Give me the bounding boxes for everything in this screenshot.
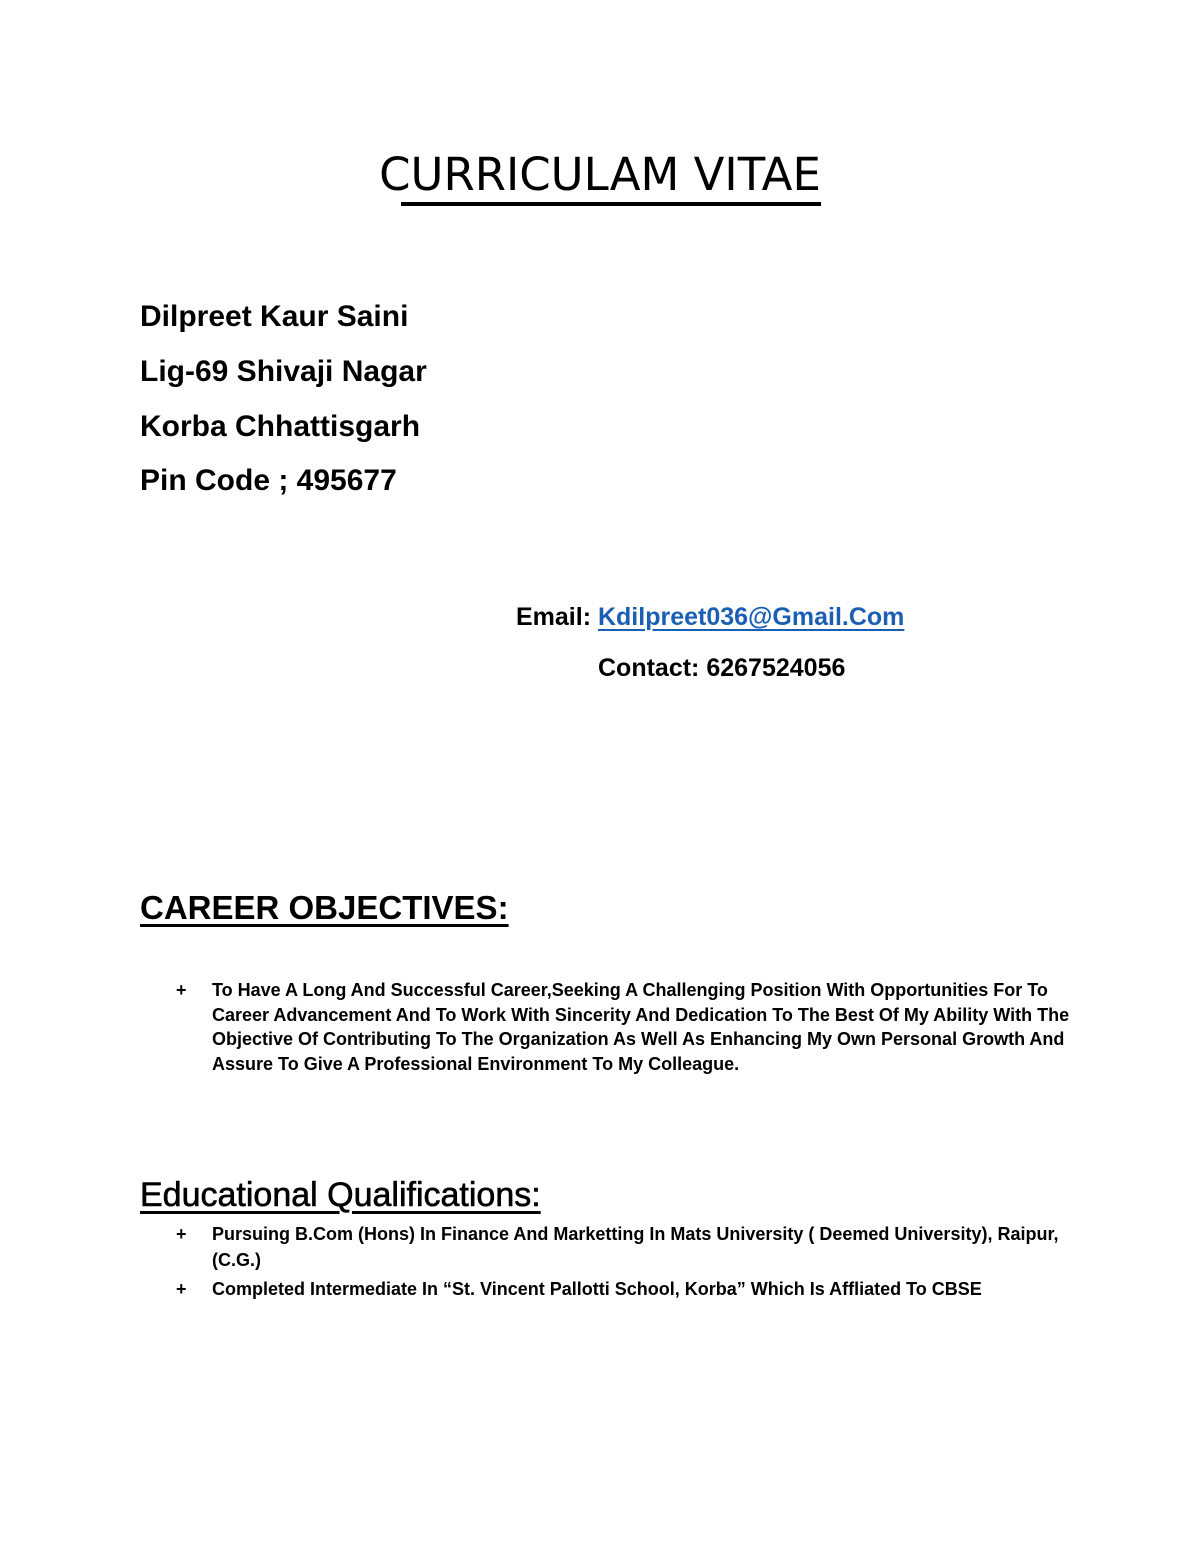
address-line-2: Korba Chhattisgarh (140, 410, 421, 443)
plus-bullet-icon: + (176, 980, 187, 1000)
phone-label: Contact: (598, 654, 700, 682)
email-link[interactable]: Kdilpreet036@Gmail.Com (597, 603, 905, 631)
address-line-1: Lig-69 Shivaji Nagar (140, 355, 427, 388)
phone-value: 6267524056 (706, 654, 846, 682)
list-item (176, 1276, 1076, 1302)
educational-qualifications-heading: Educational Qualifications: (140, 1176, 541, 1214)
phone-line (598, 656, 845, 681)
career-objectives-heading: CAREER OBJECTIVES: (140, 889, 509, 926)
cv-title-text: CURRICULAM VITAE (379, 148, 821, 206)
email-line (516, 605, 904, 630)
education-item-text: Completed Intermediate In “St. Vincent Pallotti School, Korba” Which Is Affliated To CBSE (212, 1279, 982, 1299)
list-item (176, 978, 1076, 1076)
cv-title (0, 148, 1200, 206)
career-objective-text: To Have A Long And Successful Career,Seeking A Challenging Position With Opportunities For To Career Advancement And To Work With Sincerity And Dedication To The Best Of My Ability With The Objective Of Contributing To The Organization As Well As Enhancing My Own Personal Growth And Assure To Give A Professional Environment To My Colleague. (212, 980, 1070, 1074)
career-objectives-list (176, 978, 1076, 1076)
plus-bullet-icon: + (176, 1279, 187, 1299)
plus-bullet-icon: + (176, 1224, 187, 1244)
education-item-text: Pursuing B.Com (Hons) In Finance And Marketting In Mats University ( Deemed University), Raipur, (C.G.) (212, 1224, 1059, 1270)
educational-qualifications-list (176, 1221, 1076, 1305)
address-name: Dilpreet Kaur Saini (140, 300, 409, 333)
list-item (176, 1221, 1076, 1273)
email-label: Email: (516, 603, 592, 631)
address-pin: Pin Code ; 495677 (140, 464, 397, 497)
